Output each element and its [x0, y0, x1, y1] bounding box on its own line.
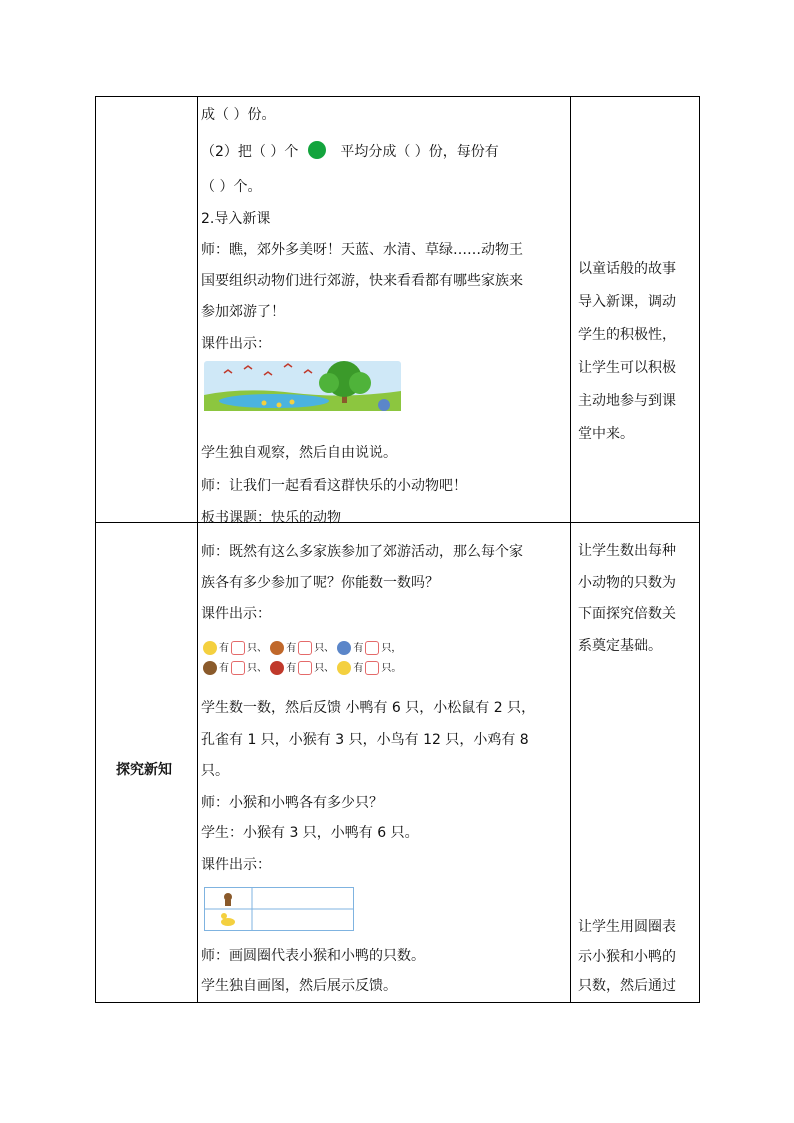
- section-label: 探究新知: [116, 762, 172, 778]
- text-fragment: 平均分成（ ）份，每份有: [340, 144, 499, 160]
- answer-box: [231, 661, 245, 675]
- count-label: 有: [219, 643, 229, 654]
- text-line: [201, 141, 499, 162]
- note-line: 以童话般的故事: [578, 261, 676, 277]
- text-line: 国要组织动物们进行郊游，快来看看都有哪些家族来: [201, 273, 523, 289]
- chick-icon: [337, 661, 351, 675]
- squirrel-icon: [270, 641, 284, 655]
- count-label: 有: [286, 663, 297, 674]
- count-label: 只、: [247, 663, 267, 674]
- green-circle-icon: [308, 141, 326, 159]
- note-line: 只数，然后通过: [578, 978, 676, 994]
- text-line: 学生独自画图，然后展示反馈。: [201, 978, 397, 994]
- text-line: 课件出示：: [201, 336, 271, 352]
- column-divider: [570, 97, 571, 1002]
- counting-row: [203, 661, 401, 676]
- text-line: 课件出示：: [201, 606, 271, 622]
- row-divider: [96, 522, 699, 523]
- text-line: 孔雀有 1 只，小猴有 3 只，小鸟有 12 只，小鸡有 8: [201, 732, 529, 748]
- counting-row: [203, 641, 401, 656]
- peacock-icon: [337, 641, 351, 655]
- answer-box: [231, 641, 245, 655]
- count-label: 有: [286, 643, 297, 654]
- note-line: 示小猴和小鸭的: [578, 949, 676, 965]
- text-line: 参加郊游了！: [201, 304, 285, 320]
- text-fragment: （2）把（ ）个: [201, 144, 299, 160]
- text-line: 师：瞧，郊外多美呀！天蓝、水清、草绿……动物王: [201, 242, 523, 258]
- count-label: 只、: [247, 643, 267, 654]
- text-line: 师：画圆圈代表小猴和小鸭的只数。: [201, 948, 425, 964]
- count-label: 有: [353, 663, 364, 674]
- count-label: 只、: [314, 643, 335, 654]
- answer-box: [365, 641, 379, 655]
- lesson-table: [95, 96, 700, 1003]
- monkey-duck-grid-image: [204, 887, 354, 931]
- note-line: 让学生数出每种: [578, 543, 676, 559]
- note-line: 下面探究倍数关: [578, 606, 676, 622]
- count-label: 有: [353, 643, 364, 654]
- note-line: 主动地参与到课: [578, 393, 676, 409]
- text-line: 成（ ）份。: [201, 107, 276, 123]
- note-line: 让学生用圆圈表: [578, 919, 676, 935]
- note-line: 学生的积极性，: [578, 327, 676, 343]
- note-line: 让学生可以积极: [578, 360, 676, 376]
- text-line: 学生独自观察，然后自由说说。: [201, 445, 397, 461]
- text-line: 师：小猴和小鸭各有多少只？: [201, 795, 383, 811]
- text-line: 只。: [201, 763, 229, 779]
- note-line: 堂中来。: [578, 426, 634, 442]
- bird-icon: [270, 661, 284, 675]
- park-scene-image: [204, 361, 401, 411]
- answer-box: [298, 641, 312, 655]
- text-line: 板书课题：快乐的动物: [201, 510, 341, 526]
- count-label: 只、: [314, 663, 335, 674]
- text-line: 族各有多少参加了呢？你能数一数吗？: [201, 575, 439, 591]
- text-line: 师：既然有这么多家族参加了郊游活动，那么每个家: [201, 544, 523, 560]
- text-line: 师：让我们一起看看这群快乐的小动物吧！: [201, 478, 467, 494]
- count-label: 只，: [381, 643, 402, 654]
- monkey-icon: [203, 661, 217, 675]
- column-divider: [197, 97, 198, 1002]
- answer-box: [298, 661, 312, 675]
- count-label: 只。: [381, 663, 402, 674]
- text-line: 课件出示：: [201, 857, 271, 873]
- text-line: （ ）个。: [201, 179, 262, 195]
- count-label: 有: [219, 663, 229, 674]
- duck-icon: [203, 641, 217, 655]
- text-line: 学生数一数，然后反馈 小鸭有 6 只，小松鼠有 2 只，: [201, 700, 536, 716]
- section-heading: 2.导入新课: [201, 211, 271, 227]
- text-line: 学生：小猴有 3 只，小鸭有 6 只。: [201, 825, 419, 841]
- note-line: 导入新课，调动: [578, 294, 676, 310]
- note-line: 系奠定基础。: [578, 638, 662, 654]
- answer-box: [365, 661, 379, 675]
- note-line: 小动物的只数为: [578, 575, 676, 591]
